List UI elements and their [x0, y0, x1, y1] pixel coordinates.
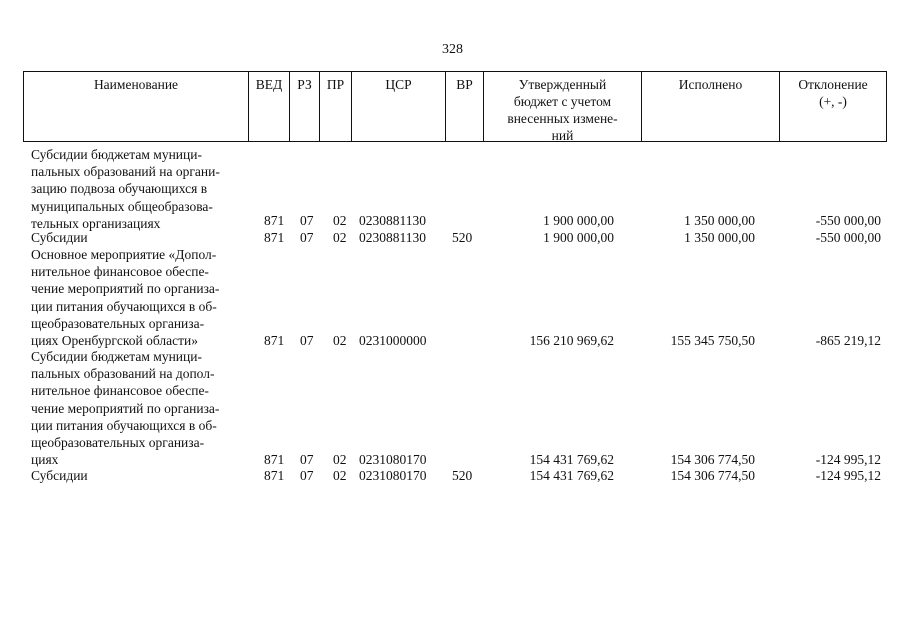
- page-number: 328: [442, 42, 463, 57]
- row-name: [31, 246, 256, 349]
- row-ved: 871: [264, 333, 285, 348]
- row-name-line: Субсидии бюджетам муници-: [31, 147, 202, 162]
- row-ved: 871: [264, 452, 285, 467]
- row-budget: 156 210 969,62: [529, 333, 614, 348]
- row-csr: 0231080170: [359, 468, 427, 483]
- row-budget: 1 900 000,00: [543, 230, 614, 245]
- header-budget-line: Утвержденный: [518, 77, 607, 92]
- row-name: [31, 229, 256, 246]
- header-budget-line: ний: [551, 128, 574, 143]
- header-deviation: [780, 72, 886, 141]
- budget-table: [23, 71, 887, 142]
- row-pr: 02: [333, 468, 347, 483]
- header-ved: ВЕД: [249, 72, 290, 141]
- row-pr: 02: [333, 213, 347, 228]
- row-vr: 520: [452, 230, 473, 245]
- row-name-line: щеобразовательных организа-: [31, 435, 205, 451]
- row-pr: 02: [333, 452, 347, 467]
- row-name-line: циях: [31, 452, 59, 468]
- row-name-line: щеобразовательных организа-: [31, 315, 205, 331]
- row-name-line: ции питания обучающихся в об-: [31, 298, 217, 314]
- row-name-line: зацию подвоза обучающихся в: [31, 181, 208, 197]
- row-name-line: Основное мероприятие «Допол-: [31, 247, 217, 262]
- row-name-line: пальных образований на допол-: [31, 366, 215, 382]
- row-pr: 02: [333, 333, 347, 348]
- row-ved: 871: [264, 230, 285, 245]
- row-name: [31, 467, 256, 484]
- row-name-line: нительное финансовое обеспе-: [31, 383, 209, 399]
- row-executed: 155 345 750,50: [670, 333, 755, 348]
- row-budget: 154 431 769,62: [529, 468, 614, 483]
- row-deviation: -550 000,00: [815, 213, 881, 228]
- row-name-line: нительное финансовое обеспе-: [31, 264, 209, 280]
- row-name-line: пальных образований на органи-: [31, 164, 220, 180]
- header-pr: ПР: [320, 72, 352, 141]
- row-rz: 07: [300, 230, 314, 245]
- row-name-line: Субсидии: [31, 230, 88, 245]
- row-rz: 07: [300, 452, 314, 467]
- row-csr: 0231000000: [359, 333, 427, 348]
- row-csr: 0230881130: [359, 230, 426, 245]
- header-vr: ВР: [446, 72, 484, 141]
- row-executed: 1 350 000,00: [684, 230, 755, 245]
- row-rz: 07: [300, 468, 314, 483]
- header-budget-line: внесенных измене-: [507, 111, 618, 126]
- row-ved: 871: [264, 468, 285, 483]
- row-executed: 154 306 774,50: [670, 452, 755, 467]
- row-budget: 1 900 000,00: [543, 213, 614, 228]
- row-executed: 154 306 774,50: [670, 468, 755, 483]
- row-name-line: муниципальных общеобразова-: [31, 198, 213, 214]
- row-name-line: чение мероприятий по организа-: [31, 400, 220, 416]
- header-deviation-line: Отклонение: [798, 77, 868, 92]
- row-name: [31, 146, 256, 232]
- row-vr: 520: [452, 468, 473, 483]
- row-name-line: тельных организациях: [31, 215, 161, 231]
- row-budget: 154 431 769,62: [529, 452, 614, 467]
- row-name-line: Субсидии: [31, 468, 88, 483]
- row-name-line: Субсидии бюджетам муници-: [31, 349, 202, 364]
- header-csr: ЦСР: [352, 72, 446, 141]
- header-budget: [484, 72, 642, 141]
- row-executed: 1 350 000,00: [684, 213, 755, 228]
- row-name: [31, 348, 256, 468]
- row-name-line: циях Оренбургской области»: [31, 333, 198, 349]
- header-name: Наименование: [24, 72, 249, 141]
- row-csr: 0230881130: [359, 213, 426, 228]
- table-header: [23, 71, 887, 142]
- header-deviation-line: (+, -): [819, 94, 847, 109]
- header-budget-line: бюджет с учетом: [513, 94, 612, 109]
- row-name-line: ции питания обучающихся в об-: [31, 417, 217, 433]
- row-name-line: чение мероприятий по организа-: [31, 281, 220, 297]
- row-deviation: -124 995,12: [815, 452, 881, 467]
- row-pr: 02: [333, 230, 347, 245]
- row-csr: 0231080170: [359, 452, 427, 467]
- row-rz: 07: [300, 333, 314, 348]
- header-executed: Исполнено: [642, 72, 780, 141]
- row-deviation: -550 000,00: [815, 230, 881, 245]
- row-ved: 871: [264, 213, 285, 228]
- header-rz: РЗ: [290, 72, 320, 141]
- row-rz: 07: [300, 213, 314, 228]
- row-deviation: -865 219,12: [815, 333, 881, 348]
- row-deviation: -124 995,12: [815, 468, 881, 483]
